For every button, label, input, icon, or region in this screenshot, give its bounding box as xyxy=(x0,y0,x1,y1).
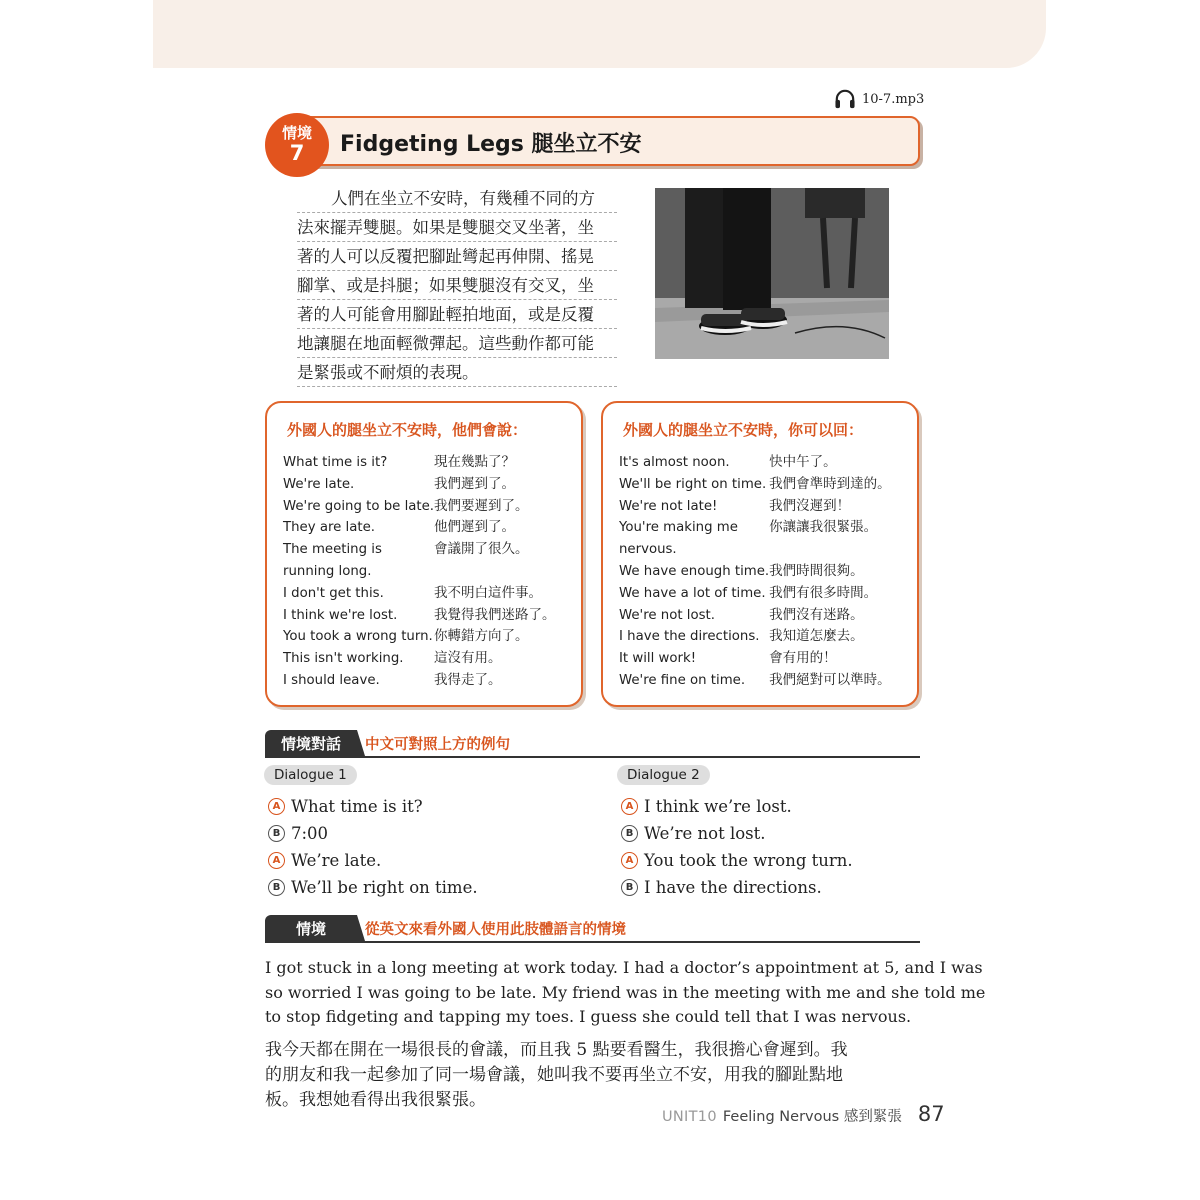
phrase-en: They are late. xyxy=(283,520,376,536)
audio-filename: 10-7.mp3 xyxy=(862,91,925,107)
phrase-en: I have the directions. xyxy=(619,629,760,645)
phrase-zh: 我們時間很夠。 xyxy=(769,562,864,579)
intro-line: 腳掌、或是抖腿；如果雙腿沒有交叉，坐 xyxy=(297,271,617,300)
phrase-row xyxy=(619,474,909,496)
phrase-zh: 我不明白這件事。 xyxy=(434,584,543,601)
scenario-number-badge xyxy=(265,113,329,177)
phrase-zh: 我知道怎麼去。 xyxy=(769,628,864,645)
speaker-b-icon: B xyxy=(621,879,638,896)
story-en-line: I got stuck in a long meeting at work today. I had a doctor’s appointment at 5, and I was xyxy=(265,958,983,977)
dialogue-line xyxy=(268,874,478,901)
dialogue-text: We’re not lost. xyxy=(644,823,766,843)
phrase-en: I should leave. xyxy=(283,672,380,688)
phrase-en: We're not late! xyxy=(619,498,718,514)
phrase-en: running long. xyxy=(283,563,372,579)
phrase-row xyxy=(619,496,909,518)
phrase-zh: 我們遲到了。 xyxy=(434,475,516,492)
phrase-row xyxy=(619,561,909,583)
phrase-row xyxy=(619,670,909,692)
story-zh-line: 板。我想她看得出我很緊張。 xyxy=(265,1090,486,1110)
dialogue-section-tag: 情境對話 xyxy=(265,730,357,756)
dialogue-line xyxy=(621,820,853,847)
dialogue-section-subtitle: 中文可對照上方的例句 xyxy=(365,737,510,753)
phrase-zh: 你轉錯方向了。 xyxy=(434,628,529,645)
phrase-zh: 他們遲到了。 xyxy=(434,519,516,536)
speaker-a-icon: A xyxy=(268,798,285,815)
phrase-row xyxy=(283,517,573,539)
phrase-row xyxy=(283,496,573,518)
phrase-row xyxy=(619,452,909,474)
dialogue-line xyxy=(268,847,478,874)
phrase-zh: 會有用的！ xyxy=(769,650,837,667)
phrase-en: nervous. xyxy=(619,542,677,558)
photo-illustration xyxy=(655,188,889,359)
phrase-row xyxy=(619,648,909,670)
dialogue-line xyxy=(621,793,853,820)
dialogue-line xyxy=(621,874,853,901)
page-footer xyxy=(662,1102,945,1126)
intro-line: 地讓腿在地面輕微彈起。這些動作都可能 xyxy=(297,329,617,358)
speaker-a-icon: A xyxy=(621,852,638,869)
audio-track[interactable] xyxy=(834,89,924,109)
phrase-en: It's almost noon. xyxy=(619,455,730,470)
dialogue-2-label: Dialogue 2 xyxy=(617,765,710,785)
story-zh-line: 我今天都在開在一場很長的會議，而且我 5 點要看醫生，我很擔心會遲到。我 xyxy=(265,1040,848,1060)
phrase-zh: 我們要遲到了。 xyxy=(434,497,529,514)
phrase-en: We're fine on time. xyxy=(619,672,746,688)
phrase-en: It will work! xyxy=(619,651,697,667)
phrase-zh: 我們有很多時間。 xyxy=(769,584,878,601)
scenario-section-subtitle: 從英文來看外國人使用此肢體語言的情境 xyxy=(365,922,626,938)
phrase-row xyxy=(283,605,573,627)
phrase-en: We're late. xyxy=(283,476,355,492)
story-en-line: so worried I was going to be late. My friend was in the meeting with me and she told me xyxy=(265,982,986,1002)
phrase-zh: 我得走了。 xyxy=(434,671,502,688)
intro-paragraph xyxy=(297,184,617,387)
phrase-zh: 我們絕對可以準時。 xyxy=(769,671,891,688)
phrase-row xyxy=(283,583,573,605)
dialogue-text: I think we’re lost. xyxy=(644,796,792,816)
story-zh-line: 的朋友和我一起參加了同一場會議，她叫我不要再坐立不安，用我的腳趾點地 xyxy=(265,1065,843,1085)
top-banner xyxy=(153,0,1046,68)
phrase-en: I think we're lost. xyxy=(283,607,398,623)
dialogue-2 xyxy=(621,793,853,901)
intro-line: 是緊張或不耐煩的表現。 xyxy=(297,358,617,387)
phrase-zh: 我覺得我們迷路了。 xyxy=(434,606,556,623)
you-reply-heading: 外國人的腿坐立不安時，你可以回： xyxy=(623,421,864,439)
phrase-row xyxy=(283,648,573,670)
you-reply-table xyxy=(619,452,909,692)
phrase-en: You're making me xyxy=(619,520,738,536)
phrase-row xyxy=(619,626,909,648)
speaker-b-icon: B xyxy=(268,825,285,842)
phrase-en: I don't get this. xyxy=(283,585,384,601)
phrase-en: We're going to be late. xyxy=(283,498,435,514)
dialogue-text: What time is it? xyxy=(291,796,423,816)
phrase-row xyxy=(619,517,909,539)
phrase-row xyxy=(619,539,909,561)
page-title: Fidgeting Legs 腿坐立不安 xyxy=(340,132,642,157)
they-say-box xyxy=(265,401,583,707)
dialogue-text: We’re late. xyxy=(291,850,382,870)
dialogue-1 xyxy=(268,793,478,901)
phrase-en: We'll be right on time. xyxy=(619,476,767,492)
badge-number: 7 xyxy=(289,140,305,165)
story-en-line: to stop fidgeting and tapping my toes. I guess she could tell that I was nervous. xyxy=(265,1007,912,1026)
dialogue-text: You took the wrong turn. xyxy=(644,850,853,870)
phrase-zh: 現在幾點了？ xyxy=(434,454,516,470)
speaker-b-icon: B xyxy=(621,825,638,842)
phrase-zh: 我們沒有迷路。 xyxy=(769,606,864,623)
dialogue-1-label: Dialogue 1 xyxy=(264,765,357,785)
phrase-en: We have a lot of time. xyxy=(619,585,766,601)
scenario-section-tag: 情境 xyxy=(265,915,357,941)
phrase-row xyxy=(283,474,573,496)
phrase-row xyxy=(619,605,909,627)
dialogue-line xyxy=(268,820,478,847)
phrase-en: You took a wrong turn. xyxy=(283,629,433,645)
phrase-row xyxy=(283,626,573,648)
intro-line: 法來擺弄雙腿。如果是雙腿交叉坐著，坐 xyxy=(297,213,617,242)
speaker-b-icon: B xyxy=(268,879,285,896)
dialogue-text: 7:00 xyxy=(291,823,329,843)
intro-line: 人們在坐立不安時，有幾種不同的方 xyxy=(297,184,617,213)
fidgeting-legs-photo xyxy=(655,188,889,359)
phrase-en: This isn't working. xyxy=(283,651,404,667)
phrase-zh xyxy=(769,539,909,561)
phrase-zh: 你讓讓我很緊張。 xyxy=(769,519,878,536)
phrase-en: The meeting is xyxy=(283,542,382,558)
phrase-en: What time is it? xyxy=(283,455,388,470)
scenario-section-header xyxy=(265,915,920,943)
phrase-zh: 會議開了很久。 xyxy=(434,541,529,558)
phrase-zh: 我們會準時到達的。 xyxy=(769,475,891,492)
badge-label: 情境 xyxy=(281,124,312,143)
you-reply-box xyxy=(601,401,919,707)
footer-unit: UNIT10 xyxy=(662,1109,717,1125)
dialogue-section-header xyxy=(265,730,920,758)
title-bar xyxy=(300,116,920,166)
dialogue-line xyxy=(621,847,853,874)
dialogue-text: I have the directions. xyxy=(644,877,822,897)
dialogue-line xyxy=(268,793,478,820)
dialogue-text: We’ll be right on time. xyxy=(291,877,478,897)
phrase-row xyxy=(283,561,573,583)
intro-line: 著的人可能會用腳趾輕拍地面，或是反覆 xyxy=(297,300,617,329)
they-say-heading: 外國人的腿坐立不安時，他們會說： xyxy=(287,421,528,439)
phrase-row xyxy=(619,583,909,605)
phrase-en: We're not lost. xyxy=(619,607,715,623)
speaker-a-icon: A xyxy=(268,852,285,869)
phrase-row xyxy=(283,452,573,474)
story-english xyxy=(265,956,986,1030)
speaker-a-icon: A xyxy=(621,798,638,815)
they-say-table xyxy=(283,452,573,692)
phrase-row xyxy=(283,670,573,692)
phrase-row xyxy=(283,539,573,561)
page-number: 87 xyxy=(917,1102,945,1126)
phrase-en: We have enough time. xyxy=(619,563,770,579)
intro-line: 著的人可以反覆把腳趾彎起再伸開、搖晃 xyxy=(297,242,617,271)
phrase-zh: 快中午了。 xyxy=(769,454,837,470)
headphones-icon xyxy=(834,89,856,109)
footer-title: Feeling Nervous 感到緊張 xyxy=(722,1109,902,1125)
phrase-zh: 我們沒遲到！ xyxy=(769,497,851,514)
phrase-zh: 這沒有用。 xyxy=(434,650,502,667)
phrase-zh xyxy=(434,561,573,583)
